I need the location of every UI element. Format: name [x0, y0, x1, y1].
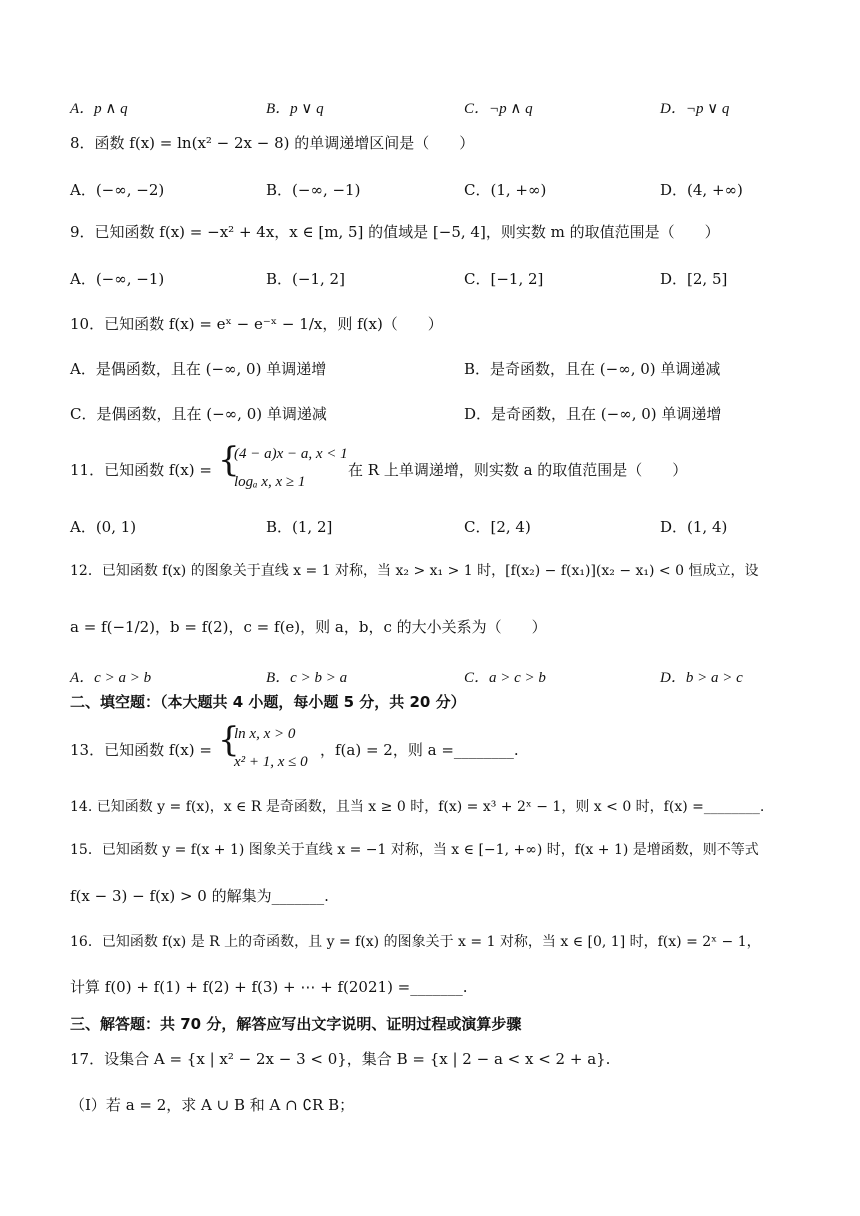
- q11-case-1: (4 − a)x − a, x < 1: [234, 446, 348, 462]
- q7-option-a: A．p ∧ q: [70, 101, 128, 117]
- q11-brace: {: [218, 440, 240, 480]
- q11-case-2: logₐ x, x ≥ 1: [234, 474, 306, 490]
- q7-option-c: C．¬p ∧ q: [464, 101, 533, 117]
- q13-prefix: 13．已知函数 f(x) =: [70, 741, 212, 759]
- q11-prefix: 11．已知函数 f(x) =: [70, 461, 212, 479]
- q8-option-a: A．(−∞, −2): [70, 181, 165, 199]
- q11-option-c: C．[2, 4): [464, 518, 531, 536]
- q9-option-b: B．(−1, 2]: [266, 270, 345, 288]
- q15-line-1: 15．已知函数 y = f(x + 1) 图象关于直线 x = −1 对称，当 x ∈ [−1, +∞) 时，f(x + 1) 是增函数，则不等式: [70, 842, 759, 858]
- q12-stem: 12．已知函数 f(x) 的图象关于直线 x = 1 对称，当 x₂ > x₁ > 1 时，[f(x₂) − f(x₁)](x₂ − x₁) < 0 恒成立，设: [70, 563, 759, 579]
- q9-option-c: C．[−1, 2]: [464, 270, 544, 288]
- section-2-heading: 二、填空题：（本大题共 4 小题，每小题 5 分，共 20 分）: [70, 693, 466, 711]
- q7-option-d: D．¬p ∨ q: [660, 101, 730, 117]
- q10-option-d: D．是奇函数，且在 (−∞, 0) 单调递增: [464, 405, 722, 423]
- q8-option-b: B．(−∞, −1): [266, 181, 361, 199]
- q12-stem-2: a = f(−1/2)，b = f(2)，c = f(e)，则 a，b，c 的大小关系为（ ）: [70, 618, 547, 636]
- q8-option-c: C．(1, +∞): [464, 181, 547, 199]
- q12-option-a: A．c > a > b: [70, 670, 152, 686]
- q9-option-a: A．(−∞, −1): [70, 270, 165, 288]
- q12-option-d: D．b > a > c: [660, 670, 743, 686]
- q12-option-b: B．c > b > a: [266, 670, 348, 686]
- q17-part-1: （Ⅰ）若 a = 2，求 A ∪ B 和 A ∩ ∁R B；: [70, 1096, 355, 1114]
- q9-stem: 9．已知函数 f(x) = −x² + 4x，x ∈ [m, 5] 的值域是 [−5, 4]，则实数 m 的取值范围是（ ）: [70, 223, 720, 241]
- q11-option-b: B．(1, 2]: [266, 518, 333, 536]
- section-3-heading: 三、解答题：共 70 分，解答应写出文字说明、证明过程或演算步骤: [70, 1015, 522, 1033]
- q13-suffix: ，f(a) = 2，则 a =________.: [320, 741, 519, 759]
- q10-stem: 10．已知函数 f(x) = eˣ − e⁻ˣ − 1/x，则 f(x)（ ）: [70, 315, 443, 333]
- q12-option-c: C．a > c > b: [464, 670, 546, 686]
- q7-option-b: B．p ∨ q: [266, 101, 324, 117]
- q8-stem: 8．函数 f(x) = ln(x² − 2x − 8) 的单调递增区间是（ ）: [70, 134, 475, 152]
- q8-option-d: D．(4, +∞): [660, 181, 743, 199]
- q17-stem: 17．设集合 A = {x | x² − 2x − 3 < 0}，集合 B = {x | 2 − a < x < 2 + a}.: [70, 1050, 611, 1068]
- q10-option-c: C．是偶函数，且在 (−∞, 0) 单调递减: [70, 405, 327, 423]
- q10-option-a: A．是偶函数，且在 (−∞, 0) 单调递增: [70, 360, 327, 378]
- q11-option-d: D．(1, 4): [660, 518, 728, 536]
- q15-line-2: f(x − 3) − f(x) > 0 的解集为_______.: [70, 887, 329, 905]
- q16-line-1: 16．已知函数 f(x) 是 R 上的奇函数，且 y = f(x) 的图象关于 x = 1 对称，当 x ∈ [0, 1] 时，f(x) = 2ˣ − 1，: [70, 934, 761, 950]
- q13-case-2: x² + 1, x ≤ 0: [234, 754, 308, 770]
- q11-suffix: 在 R 上单调递增，则实数 a 的取值范围是（ ）: [348, 461, 688, 479]
- q13-case-1: ln x, x > 0: [234, 726, 296, 742]
- q10-option-b: B．是奇函数，且在 (−∞, 0) 单调递减: [464, 360, 721, 378]
- q9-option-d: D．[2, 5]: [660, 270, 728, 288]
- q11-option-a: A．(0, 1): [70, 518, 137, 536]
- q14-stem: 14. 已知函数 y = f(x)，x ∈ R 是奇函数，且当 x ≥ 0 时，f(x) = x³ + 2ˣ − 1，则 x < 0 时，f(x) =________.: [70, 799, 765, 815]
- q16-line-2: 计算 f(0) + f(1) + f(2) + f(3) + ⋯ + f(2021) =_______.: [70, 978, 468, 996]
- q13-brace: {: [218, 720, 240, 760]
